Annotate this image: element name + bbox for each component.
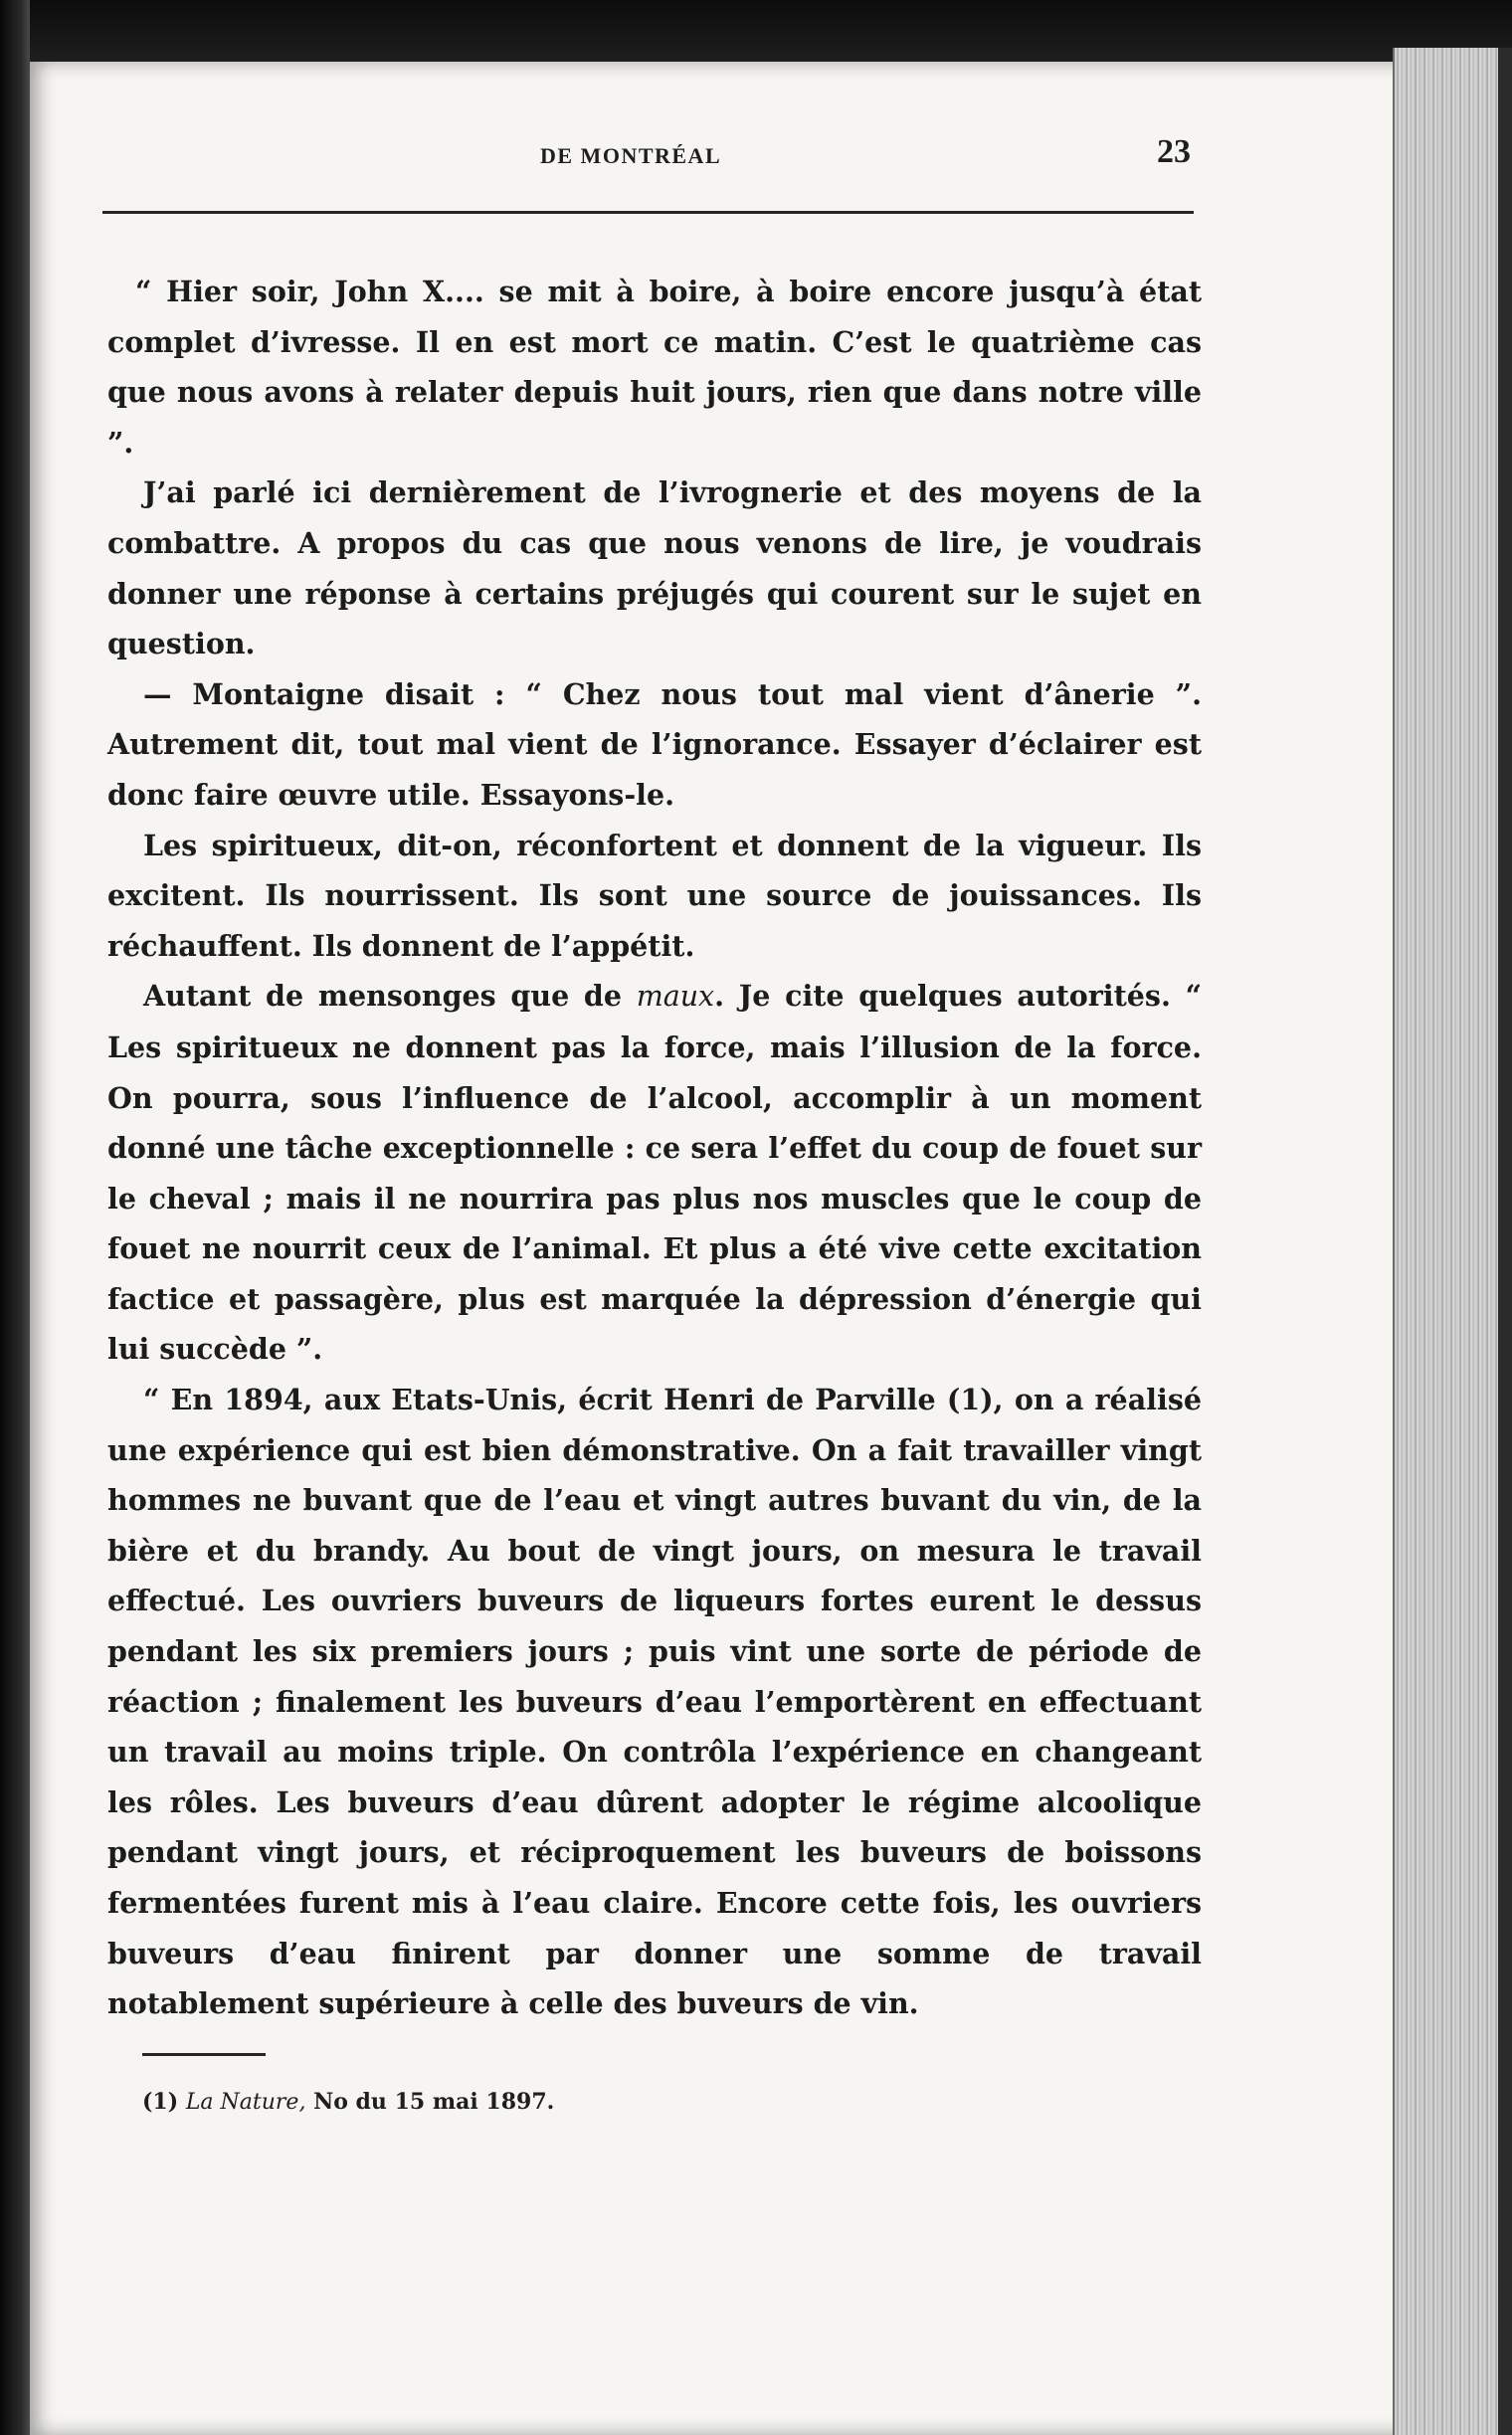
paragraph-1: “ Hier soir, John X.... se mit à boire, à boire encore jusqu’à état complet d’ivresse. Il en est mort ce matin. C’est le quatrième cas que nous avons à relater depuis huit jours, rien que dans notre ville ”. <box>107 275 1202 460</box>
paragraph-5-italic: maux <box>636 980 715 1014</box>
body-text <box>107 267 1202 2029</box>
footnote-source: La Nature, <box>185 2090 306 2115</box>
footnote-rule <box>142 2053 266 2056</box>
footnote-marker: (1) <box>142 2089 179 2115</box>
header-rule <box>102 211 1194 214</box>
scan-right-border <box>1498 48 1512 2435</box>
paragraph-4: Les spiritueux, dit-on, réconfortent et donnent de la vigueur. Ils excitent. Ils nourrissent. Ils sont une source de jouissances. Ils réchauffent. Ils donnent de l’appétit. <box>107 828 1202 963</box>
paragraph-5-start: Autant de mensonges que de <box>143 979 637 1014</box>
scan-top-border <box>0 0 1512 62</box>
footnote-text: No du 15 mai 1897. <box>305 2089 555 2115</box>
paragraph-2: J’ai parlé ici dernièrement de l’ivrognerie et des moyens de la combattre. A propos du cas que nous venons de lire, je voudrais donner une réponse à certains préjugés qui courent sur le sujet en question. <box>107 475 1202 661</box>
footnote <box>142 2089 554 2115</box>
paragraph-5-end: . Je cite quelques autorités. “ Les spiritueux ne donnent pas la force, mais l’illusion de la force. On pourra, sous l’influence de l’alcool, accomplir à un moment donné une tâche exceptionnelle : ce sera l’effet du coup de fouet sur le cheval ; mais il ne nourrira pas plus nos muscles que le coup de fouet ne nourrit ceux de l’animal. Et plus a été vive cette excitation factice et passagère, plus est marquée la dépression d’énergie qui lui succède ”. <box>107 979 1202 1367</box>
book-binding <box>0 0 30 2435</box>
paragraph-5 <box>107 971 1202 1375</box>
running-head: DE MONTRÉAL <box>540 143 722 168</box>
page-edges <box>1393 48 1512 2435</box>
page-number: 23 <box>1157 133 1191 170</box>
paragraph-6: “ En 1894, aux Etats-Unis, écrit Henri de Parville (1), on a réalisé une expérience qui est bien démonstrative. On a fait travailler vingt hommes ne buvant que de l’eau et vingt autres buvant du vin, de la bière et du brandy. Au bout de vingt jours, on mesura le travail effectué. Les ouvriers buveurs de liqueurs fortes eurent le dessus pendant les six premiers jours ; puis vint une sorte de période de réaction ; finalement les buveurs d’eau l’emportèrent en effectuant un travail au moins triple. On contrôla l’expérience en changeant les rôles. Les buveurs d’eau dûrent adopter le régime alcoolique pendant vingt jours, et réciproquement les buveurs de boissons fermentées furent mis à l’eau claire. Encore cette fois, les ouvriers buveurs d’eau finirent par donner une somme de travail notablement supérieure à celle des buveurs de vin. <box>107 1383 1202 2021</box>
paragraph-3: — Montaigne disait : “ Chez nous tout mal vient d’ânerie ”. Autrement dit, tout mal vient de l’ignorance. Essayer d’éclairer est donc faire œuvre utile. Essayons-le. <box>107 676 1202 812</box>
